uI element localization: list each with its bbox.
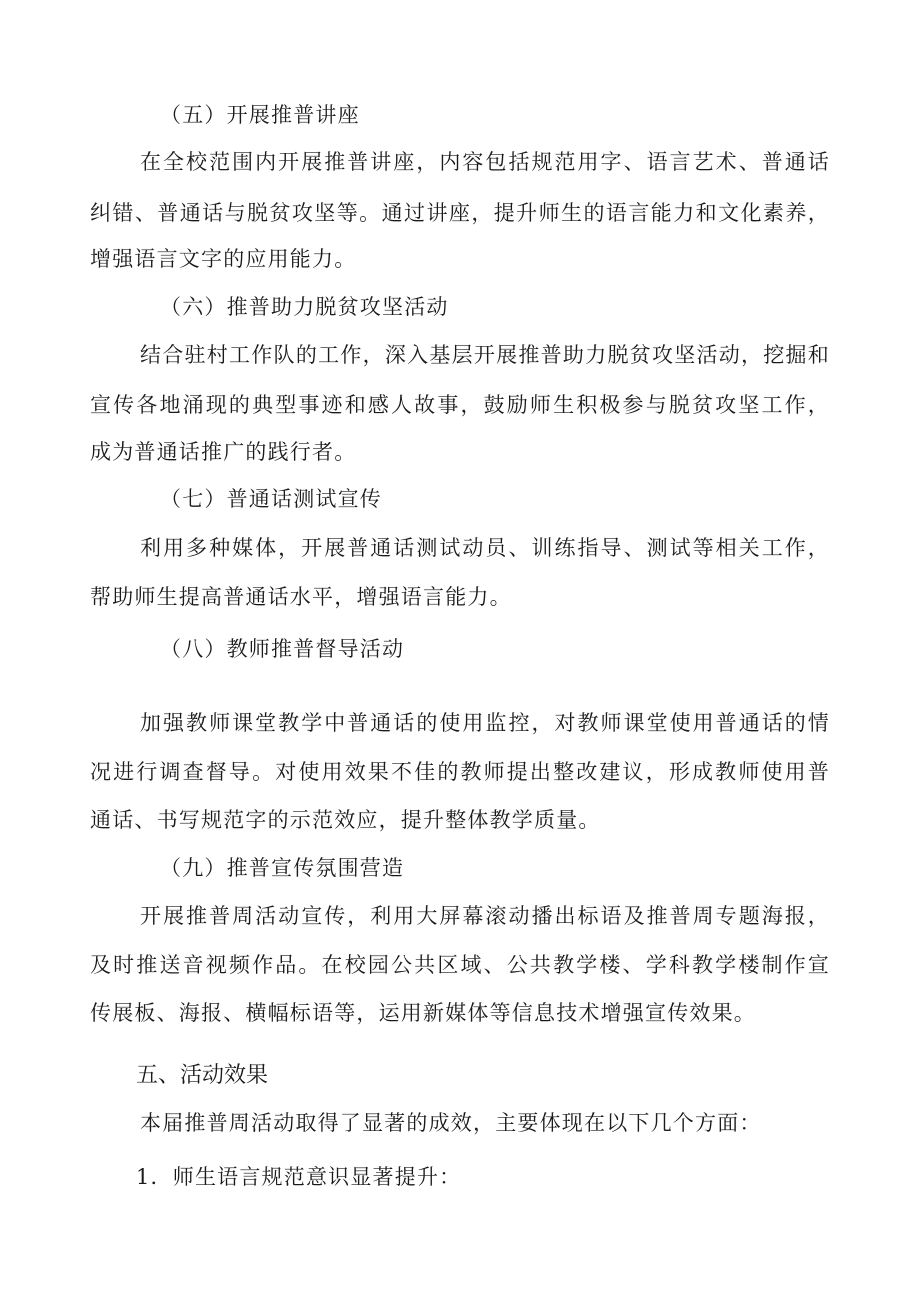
paragraph-line: 传展板、海报、横幅标语等，运用新媒体等信息技术增强宣传效果。: [90, 1001, 756, 1025]
paragraph-line: 加强教师课堂教学中普通话的使用监控，对教师课堂使用普通话的情: [140, 711, 830, 735]
paragraph-line: 成为普通话推广的践行者。: [90, 440, 357, 464]
paragraph-line: 帮助师生提高普通话水平，增强语言能力。: [90, 585, 512, 609]
paragraph-line: 利用多种媒体，开展普通话测试动员、训练指导、测试等相关工作，: [140, 536, 830, 560]
list-item-1: 1．师生语言规范意识显著提升：: [136, 1165, 462, 1189]
part-title: 五、活动效果: [136, 1063, 269, 1088]
section-heading-7: （七）普通话测试宣传: [160, 487, 382, 511]
section-heading-9: （九）推普宣传氛围营造: [160, 856, 405, 880]
section-heading-5: （五）开展推普讲座: [160, 103, 360, 127]
paragraph-line: 纠错、普通话与脱贫攻坚等。通过讲座，提升师生的语言能力和文化素养，: [90, 201, 830, 225]
paragraph-line: 宣传各地涌现的典型事迹和感人故事，鼓励师生积极参与脱贫攻坚工作，: [90, 393, 830, 417]
paragraph-line: 增强语言文字的应用能力。: [90, 247, 357, 271]
paragraph-line: 况进行调查督导。对使用效果不佳的教师提出整改建议，形成教师使用普: [90, 760, 830, 784]
paragraph-line: 开展推普周活动宣传，利用大屏幕滚动播出标语及推普周专题海报，: [140, 904, 830, 928]
paragraph-line: 及时推送音视频作品。在校园公共区域、公共教学楼、学科教学楼制作宣: [90, 953, 830, 977]
paragraph-line: 通话、书写规范字的示范效应，提升整体教学质量。: [90, 808, 601, 832]
section-heading-6: （六）推普助力脱贫攻坚活动: [160, 295, 449, 319]
paragraph-line: 在全校范围内开展推普讲座，内容包括规范用字、语言艺术、普通话: [140, 150, 830, 174]
paragraph-line: 结合驻村工作队的工作，深入基层开展推普助力脱贫攻坚活动，挖掘和: [140, 343, 830, 367]
part-intro: 本届推普周活动取得了显著的成效，主要体现在以下几个方面：: [140, 1111, 762, 1135]
section-heading-8: （八）教师推普督导活动: [160, 637, 405, 661]
